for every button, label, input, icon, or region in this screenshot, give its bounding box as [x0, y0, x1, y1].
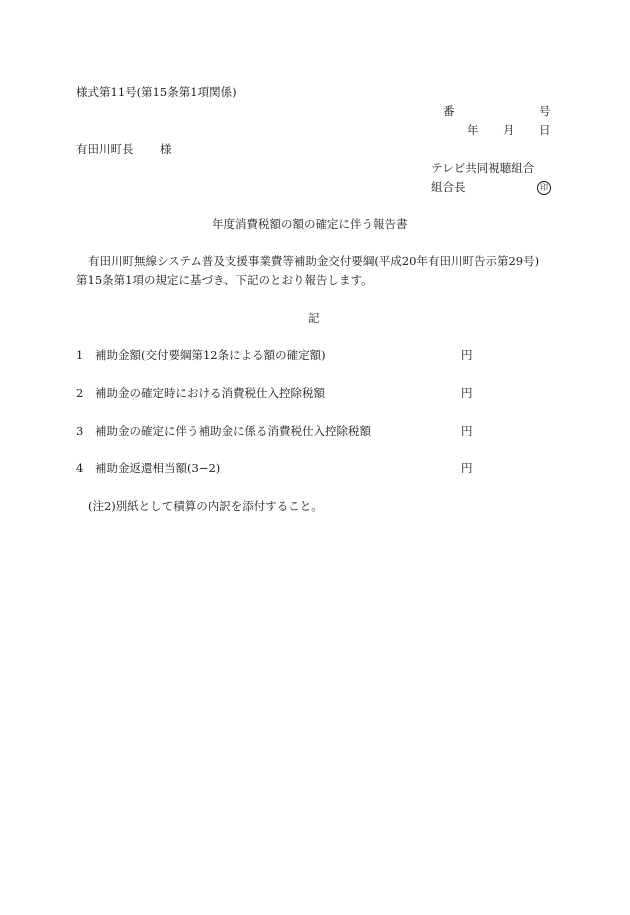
item-unit: 円 — [461, 424, 473, 438]
document-title: 年度消費税額の額の確定に伴う報告書 — [212, 217, 408, 231]
number-go: 号 — [539, 104, 551, 118]
body-line-2: 第15条第1項の規定に基づき、下記のとおり報告します。 — [76, 273, 373, 287]
item-unit: 円 — [461, 348, 473, 362]
item-label: 補助金額(交付要綱第12条による額の確定額) — [95, 348, 326, 362]
item-unit: 円 — [461, 386, 473, 400]
item-number: 1 — [76, 348, 84, 362]
addressee-name: 有田川町長 — [76, 142, 134, 156]
seal-icon: 印 — [537, 181, 551, 195]
sender-title: 組合長 — [431, 180, 466, 194]
body-line-1: 有田川町無線システム普及支援事業費等補助金交付要綱(平成20年有田川町告示第29号) — [88, 254, 540, 268]
addressee-honorific: 様 — [160, 142, 172, 156]
date-year: 年 — [467, 123, 479, 137]
item-label: 補助金返還相当額(3−2) — [95, 461, 221, 475]
item-number: 2 — [76, 386, 84, 400]
seal-mark — [537, 180, 551, 195]
date-month: 月 — [503, 123, 515, 137]
item-label: 補助金の確定に伴う補助金に係る消費税仕入控除税額 — [95, 424, 371, 438]
form-number: 様式第11号(第15条第1項関係) — [76, 85, 237, 99]
item-number: 3 — [76, 424, 84, 438]
item-number: 4 — [76, 461, 84, 475]
ki-heading: 記 — [308, 311, 320, 325]
item-label: 補助金の確定時における消費税仕入控除税額 — [95, 386, 325, 400]
number-ban: 番 — [443, 104, 455, 118]
item-unit: 円 — [461, 461, 473, 475]
footnote: (注2)別紙として積算の内訳を添付すること。 — [88, 499, 323, 513]
date-day: 日 — [539, 123, 551, 137]
sender-org: テレビ共同視聴組合 — [431, 161, 535, 175]
